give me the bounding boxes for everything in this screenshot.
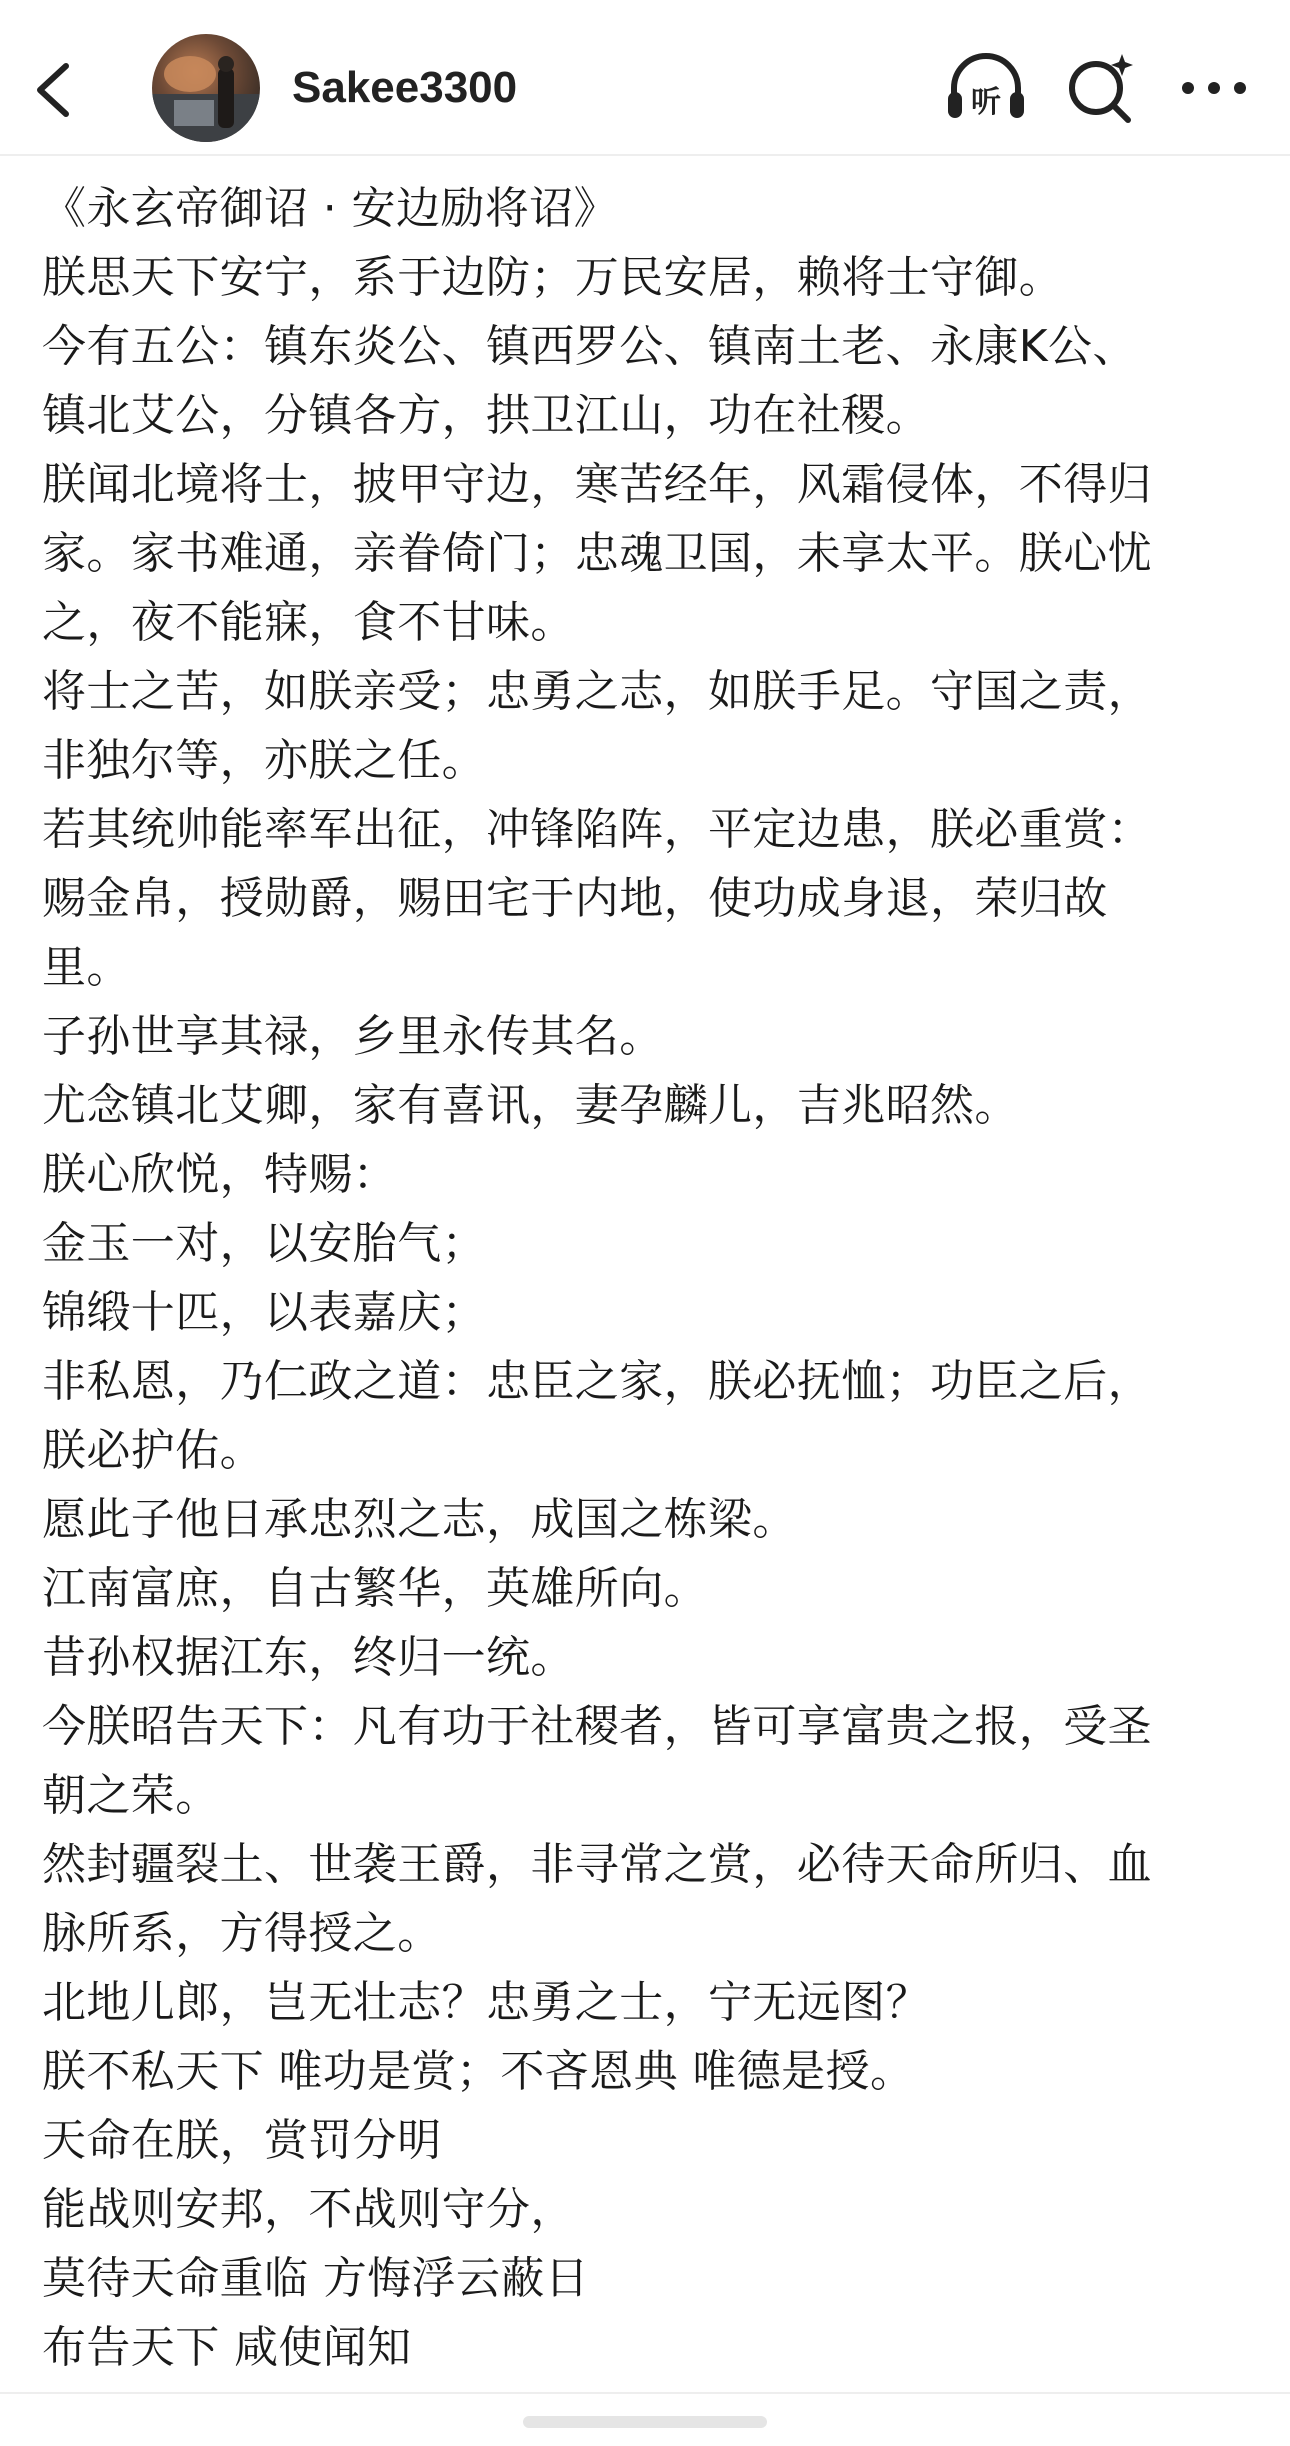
back-button[interactable] [24,48,88,132]
post-text-line: 昔孙权据江东，终归一统。 [42,1632,575,1683]
post-text-line: 朕不私天下 唯功是赏；不吝恩典 唯德是授。 [42,2046,915,2097]
post-text-line: 朝之荣。 [42,1770,220,1821]
post-text-line: 莫待天命重临 方悔浮云蔽日 [42,2253,590,2304]
post-text-line: 朕必护佑。 [42,1425,264,1476]
avatar[interactable] [152,34,260,142]
post-text-line: 能战则安邦，不战则守分， [42,2184,575,2235]
post-text-line: 朕闻北境将士，披甲守边，寒苦经年，风霜侵体，不得归 [42,459,1152,510]
more-button[interactable] [1172,48,1256,128]
post-text-line: 若其统帅能率军出征，冲锋陷阵，平定边患，朕必重赏： [42,804,1152,855]
post-text-line: 江南富庶，自古繁华，英雄所向。 [42,1563,708,1614]
post-text-line: 里。 [42,942,131,993]
listen-button[interactable] [944,48,1028,128]
post-text-line: 之，夜不能寐，食不甘味。 [42,597,575,648]
post-text-line: 然封疆裂土、世袭王爵，非寻常之赏，必待天命所归、血 [42,1839,1152,1890]
more-dots-icon [1172,48,1256,128]
post-text-line: 将士之苦，如朕亲受；忠勇之志，如朕手足。守国之责， [42,666,1152,717]
post-text-line: 天命在朕，赏罚分明 [42,2115,442,2166]
post-text-line: 脉所系，方得授之。 [42,1908,442,1959]
post-text-line: 北地儿郎，岂无壮志？忠勇之士，宁无远图？ [42,1977,930,2028]
username[interactable]: Sakee3300 [292,63,518,112]
post-text-line: 今朕昭告天下：凡有功于社稷者，皆可享富贵之报，受圣 [42,1701,1152,1752]
post-body [42,174,1258,2382]
post-text-line: 非独尔等，亦朕之任。 [42,735,486,786]
listen-label: 听 [971,85,1001,120]
post-text-line: 朕思天下安宁，系于边防；万民安居，赖将士守御。 [42,252,1064,303]
post-text-line: 朕心欣悦，特赐： [42,1149,398,1200]
post-title: 《永玄帝御诏 · 安边励将诏》 [42,183,618,234]
post-text-line: 赐金帛，授勋爵，赐田宅于内地，使功成身退，荣归故 [42,873,1108,924]
post-text-line: 布告天下 咸使闻知 [42,2322,412,2373]
post-text-line: 愿此子他日承忠烈之志，成国之栋梁。 [42,1494,797,1545]
post-text-line: 镇北艾公，分镇各方，拱卫江山，功在社稷。 [42,390,930,441]
post-text-line: 锦缎十匹，以表嘉庆； [42,1287,486,1338]
post-text-line: 子孙世享其禄，乡里永传其名。 [42,1011,664,1062]
post-text-line: 家。家书难通，亲眷倚门；忠魂卫国，未享太平。朕心忧 [42,528,1152,579]
top-nav-bar [0,0,1290,156]
chevron-left-icon [24,48,88,132]
headphones-icon [944,48,1028,128]
search-button[interactable] [1062,48,1142,128]
search-sparkle-icon [1062,48,1142,128]
post-text-line: 今有五公：镇东炎公、镇西罗公、镇南土老、永康K公、 [42,321,1137,372]
post-text-line: 金玉一对，以安胎气； [42,1218,486,1269]
post-text-line: 非私恩，乃仁政之道：忠臣之家，朕必抚恤；功臣之后， [42,1356,1152,1407]
post-text-line: 尤念镇北艾卿，家有喜讯，妻孕麟儿，吉兆昭然。 [42,1080,1019,1131]
avatar-image [152,34,260,142]
home-indicator [523,2416,767,2428]
